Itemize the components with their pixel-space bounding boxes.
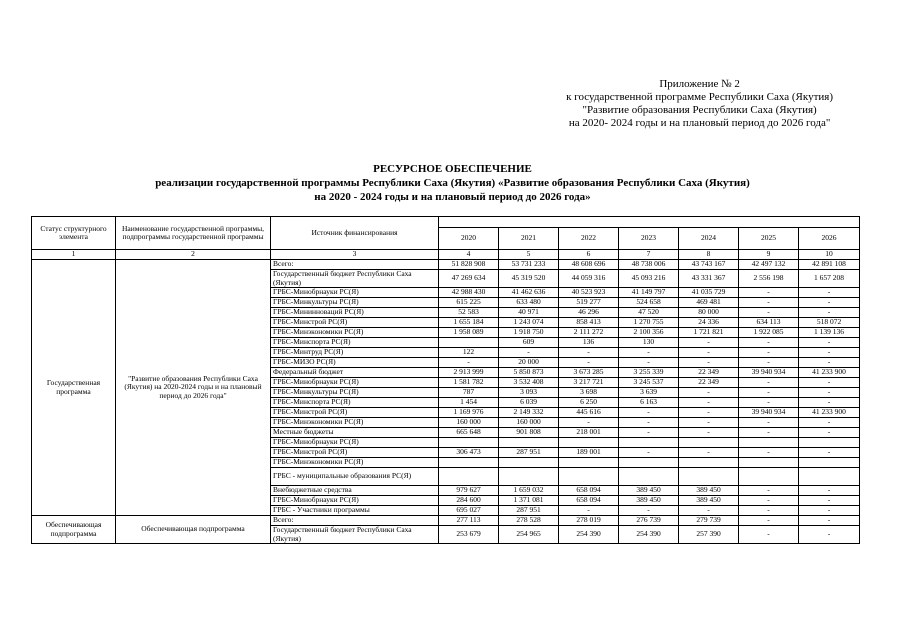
value-cell: 469 481: [679, 298, 739, 308]
value-cell: -: [439, 358, 499, 368]
value-cell: 48 608 696: [559, 260, 619, 270]
value-cell: [679, 468, 739, 486]
appendix-header: [566, 78, 833, 130]
value-cell: 2 100 356: [619, 328, 679, 338]
value-cell: 901 808: [499, 428, 559, 438]
value-cell: -: [799, 308, 860, 318]
value-cell: -: [739, 288, 799, 298]
value-cell: 3 217 721: [559, 378, 619, 388]
value-cell: 519 277: [559, 298, 619, 308]
value-cell: 1 659 032: [499, 486, 559, 496]
value-cell: -: [619, 506, 679, 516]
value-cell: 658 094: [559, 496, 619, 506]
value-cell: -: [799, 516, 860, 526]
value-cell: 1 721 821: [679, 328, 739, 338]
value-cell: 6 039: [499, 398, 559, 408]
index-cell: 4: [439, 250, 499, 260]
value-cell: -: [679, 338, 739, 348]
value-cell: 278 019: [559, 516, 619, 526]
index-row: [32, 250, 860, 260]
value-cell: -: [799, 428, 860, 438]
value-cell: 306 473: [439, 448, 499, 458]
value-cell: 45 093 216: [619, 270, 679, 288]
value-cell: 2 913 999: [439, 368, 499, 378]
value-cell: 41 035 729: [679, 288, 739, 298]
value-cell: 3 673 285: [559, 368, 619, 378]
value-cell: -: [739, 486, 799, 496]
value-cell: 47 520: [619, 308, 679, 318]
header-year: 2023: [619, 228, 679, 250]
value-cell: 284 600: [439, 496, 499, 506]
header-year: 2024: [679, 228, 739, 250]
value-cell: 979 627: [439, 486, 499, 496]
value-cell: -: [799, 348, 860, 358]
header-year: 2025: [739, 228, 799, 250]
value-cell: 39 940 934: [739, 408, 799, 418]
value-cell: [499, 438, 559, 448]
value-cell: -: [679, 398, 739, 408]
value-cell: 3 245 537: [619, 378, 679, 388]
value-cell: 160 000: [499, 418, 559, 428]
value-cell: -: [679, 348, 739, 358]
value-cell: 276 739: [619, 516, 679, 526]
source-cell: Всего:: [271, 260, 439, 270]
value-cell: 22 349: [679, 378, 739, 388]
value-cell: 122: [439, 348, 499, 358]
value-cell: -: [739, 448, 799, 458]
value-cell: 45 319 520: [499, 270, 559, 288]
value-cell: 1 371 081: [499, 496, 559, 506]
value-cell: 80 000: [679, 308, 739, 318]
value-cell: 6 250: [559, 398, 619, 408]
value-cell: 40 523 923: [559, 288, 619, 298]
value-cell: -: [739, 496, 799, 506]
value-cell: [559, 458, 619, 468]
value-cell: 695 027: [439, 506, 499, 516]
value-cell: 218 001: [559, 428, 619, 438]
value-cell: [499, 458, 559, 468]
source-cell: Федеральный бюджет: [271, 368, 439, 378]
value-cell: [439, 338, 499, 348]
index-cell: 6: [559, 250, 619, 260]
value-cell: -: [679, 448, 739, 458]
source-cell: ГРБС-Минэкономики РС(Я): [271, 328, 439, 338]
header-year: 2021: [499, 228, 559, 250]
value-cell: [619, 458, 679, 468]
value-cell: -: [619, 408, 679, 418]
source-cell: ГРБС - муниципальные образования РС(Я): [271, 468, 439, 486]
value-cell: 858 413: [559, 318, 619, 328]
source-cell: ГРБС-Минэкономики РС(Я): [271, 458, 439, 468]
value-cell: 3 532 408: [499, 378, 559, 388]
value-cell: 5 850 873: [499, 368, 559, 378]
value-cell: 2 111 272: [559, 328, 619, 338]
value-cell: 22 349: [679, 368, 739, 378]
value-cell: 46 296: [559, 308, 619, 318]
value-cell: 44 059 316: [559, 270, 619, 288]
value-cell: -: [619, 348, 679, 358]
value-cell: 279 739: [679, 516, 739, 526]
value-cell: 42 497 132: [739, 260, 799, 270]
value-cell: 2 556 198: [739, 270, 799, 288]
program-name-cell: Обеспечивающая подпрограмма: [116, 516, 271, 544]
value-cell: 1 922 085: [739, 328, 799, 338]
header-status: Статус структурного элемента: [32, 217, 116, 250]
status-cell: Обеспечивающая подпрограмма: [32, 516, 116, 544]
value-cell: -: [619, 428, 679, 438]
source-cell: ГРБС-Минспорта РС(Я): [271, 338, 439, 348]
value-cell: 658 094: [559, 486, 619, 496]
value-cell: -: [739, 418, 799, 428]
value-cell: 634 113: [739, 318, 799, 328]
value-cell: [559, 438, 619, 448]
value-cell: -: [559, 418, 619, 428]
value-cell: 1 657 208: [799, 270, 860, 288]
value-cell: 287 951: [499, 506, 559, 516]
value-cell: [619, 468, 679, 486]
value-cell: 1 243 074: [499, 318, 559, 328]
value-cell: 278 528: [499, 516, 559, 526]
value-cell: -: [799, 398, 860, 408]
value-cell: 524 658: [619, 298, 679, 308]
value-cell: 20 000: [499, 358, 559, 368]
value-cell: 253 679: [439, 526, 499, 544]
value-cell: -: [499, 348, 559, 358]
value-cell: -: [739, 388, 799, 398]
value-cell: 287 951: [499, 448, 559, 458]
appendix-line: на 2020- 2024 годы и на плановый период до 2026 года": [568, 117, 831, 129]
value-cell: 51 828 908: [439, 260, 499, 270]
index-cell: 3: [271, 250, 439, 260]
table-row: [32, 516, 860, 526]
value-cell: [799, 438, 860, 448]
value-cell: 389 450: [619, 496, 679, 506]
source-cell: ГРБС-Минобрнауки РС(Я): [271, 438, 439, 448]
value-cell: 254 390: [559, 526, 619, 544]
value-cell: -: [739, 398, 799, 408]
value-cell: -: [799, 378, 860, 388]
value-cell: 43 743 167: [679, 260, 739, 270]
value-cell: 389 450: [619, 486, 679, 496]
value-cell: -: [799, 526, 860, 544]
value-cell: -: [559, 348, 619, 358]
value-cell: -: [739, 338, 799, 348]
value-cell: 254 390: [619, 526, 679, 544]
value-cell: [439, 458, 499, 468]
value-cell: [799, 468, 860, 486]
appendix-line: "Развитие образования Республики Саха (Якутия): [582, 104, 817, 116]
value-cell: [679, 438, 739, 448]
value-cell: -: [559, 506, 619, 516]
source-cell: ГРБС-Минстрой РС(Я): [271, 448, 439, 458]
value-cell: -: [739, 506, 799, 516]
value-cell: -: [739, 516, 799, 526]
value-cell: 633 480: [499, 298, 559, 308]
value-cell: -: [739, 378, 799, 388]
source-cell: Местные бюджеты: [271, 428, 439, 438]
value-cell: 53 731 233: [499, 260, 559, 270]
value-cell: -: [679, 408, 739, 418]
source-cell: ГРБС-Минстрой РС(Я): [271, 318, 439, 328]
value-cell: 1 270 755: [619, 318, 679, 328]
index-cell: 5: [499, 250, 559, 260]
title-line: реализации государственной программы Республики Саха (Якутия) «Развитие образования Республики Саха (Якутия): [155, 177, 750, 189]
value-cell: 6 163: [619, 398, 679, 408]
header-year: 2026: [799, 228, 860, 250]
value-cell: [679, 458, 739, 468]
source-cell: Государственный бюджет Республики Саха (Якутия): [271, 270, 439, 288]
value-cell: -: [619, 358, 679, 368]
value-cell: 518 072: [799, 318, 860, 328]
value-cell: 445 616: [559, 408, 619, 418]
appendix-line: к государственной программе Республики Саха (Якутия): [566, 91, 833, 103]
header-year: 2020: [439, 228, 499, 250]
resource-table: [31, 216, 860, 544]
value-cell: [619, 438, 679, 448]
source-cell: ГРБС-Mининноваций РС(Я): [271, 308, 439, 318]
value-cell: -: [619, 418, 679, 428]
header-year: 2022: [559, 228, 619, 250]
value-cell: -: [799, 496, 860, 506]
value-cell: 3 093: [499, 388, 559, 398]
value-cell: 47 269 634: [439, 270, 499, 288]
value-cell: 42 891 108: [799, 260, 860, 270]
value-cell: [499, 468, 559, 486]
index-cell: 2: [116, 250, 271, 260]
table-row: [32, 260, 860, 270]
value-cell: 389 450: [679, 486, 739, 496]
value-cell: -: [739, 358, 799, 368]
source-cell: ГРБС-Минкультуры РС(Я): [271, 298, 439, 308]
value-cell: 2 149 332: [499, 408, 559, 418]
value-cell: 41 462 636: [499, 288, 559, 298]
value-cell: -: [799, 486, 860, 496]
value-cell: -: [799, 506, 860, 516]
program-name-cell: "Развитие образования Республики Саха (Якутия) на 2020-2024 годы и на плановый период до 2026 года": [116, 260, 271, 516]
value-cell: [439, 438, 499, 448]
value-cell: 41 233 900: [799, 368, 860, 378]
value-cell: 1 581 782: [439, 378, 499, 388]
source-cell: ГРБС-Минобрнауки РС(Я): [271, 378, 439, 388]
value-cell: 1 655 184: [439, 318, 499, 328]
value-cell: 615 225: [439, 298, 499, 308]
value-cell: -: [799, 298, 860, 308]
value-cell: 1 169 976: [439, 408, 499, 418]
source-cell: Государственный бюджет Республики Саха (Якутия): [271, 526, 439, 544]
value-cell: -: [679, 388, 739, 398]
value-cell: 609: [499, 338, 559, 348]
value-cell: 39 940 934: [739, 368, 799, 378]
value-cell: 43 331 367: [679, 270, 739, 288]
value-cell: -: [739, 298, 799, 308]
source-cell: ГРБС-Минтруд РС(Я): [271, 348, 439, 358]
value-cell: -: [799, 388, 860, 398]
appendix-line: Приложение № 2: [659, 78, 740, 90]
source-cell: ГРБС - Участники программы: [271, 506, 439, 516]
value-cell: -: [619, 448, 679, 458]
header-name: Наименование государственной программы, подпрограммы государственной программы: [116, 217, 271, 250]
value-cell: -: [739, 428, 799, 438]
value-cell: -: [799, 288, 860, 298]
value-cell: [559, 468, 619, 486]
value-cell: 1 918 750: [499, 328, 559, 338]
value-cell: 42 988 430: [439, 288, 499, 298]
value-cell: [799, 458, 860, 468]
source-cell: ГРБС-Минспорта РС(Я): [271, 398, 439, 408]
header-source: Источник финансирования: [271, 217, 439, 250]
value-cell: [739, 468, 799, 486]
index-cell: 7: [619, 250, 679, 260]
value-cell: 40 971: [499, 308, 559, 318]
value-cell: 130: [619, 338, 679, 348]
value-cell: -: [679, 358, 739, 368]
value-cell: 254 965: [499, 526, 559, 544]
table-body: [32, 260, 860, 544]
value-cell: 665 648: [439, 428, 499, 438]
source-cell: ГРБС-Минкультуры РС(Я): [271, 388, 439, 398]
value-cell: 787: [439, 388, 499, 398]
value-cell: 3 698: [559, 388, 619, 398]
source-cell: ГРБС-Минобрнауки РС(Я): [271, 288, 439, 298]
title-line: РЕСУРСНОЕ ОБЕСПЕЧЕНИЕ: [373, 163, 532, 175]
value-cell: [739, 458, 799, 468]
value-cell: -: [799, 338, 860, 348]
value-cell: 160 000: [439, 418, 499, 428]
value-cell: -: [799, 448, 860, 458]
index-cell: 1: [32, 250, 116, 260]
value-cell: 257 390: [679, 526, 739, 544]
value-cell: 41 233 900: [799, 408, 860, 418]
value-cell: 1 139 136: [799, 328, 860, 338]
header-years-group: [439, 217, 860, 228]
source-cell: ГРБС-Минобрнауки РС(Я): [271, 496, 439, 506]
document-title: [0, 162, 905, 204]
value-cell: 277 113: [439, 516, 499, 526]
value-cell: -: [679, 428, 739, 438]
value-cell: 189 001: [559, 448, 619, 458]
index-cell: 9: [739, 250, 799, 260]
value-cell: -: [739, 308, 799, 318]
value-cell: 3 639: [619, 388, 679, 398]
value-cell: 1 454: [439, 398, 499, 408]
index-cell: 8: [679, 250, 739, 260]
value-cell: 389 450: [679, 496, 739, 506]
source-cell: Внебюджетные средства: [271, 486, 439, 496]
value-cell: -: [799, 418, 860, 428]
value-cell: 48 738 006: [619, 260, 679, 270]
value-cell: -: [799, 358, 860, 368]
source-cell: ГРБС-МИЗО РС(Я): [271, 358, 439, 368]
title-line: на 2020 - 2024 годы и на плановый период до 2026 года»: [314, 191, 591, 203]
source-cell: Всего:: [271, 516, 439, 526]
source-cell: ГРБС-Минэкономики РС(Я): [271, 418, 439, 428]
value-cell: [739, 438, 799, 448]
source-cell: ГРБС-Минстрой РС(Я): [271, 408, 439, 418]
value-cell: 24 336: [679, 318, 739, 328]
value-cell: -: [679, 506, 739, 516]
value-cell: -: [559, 358, 619, 368]
value-cell: -: [679, 418, 739, 428]
value-cell: 1 958 089: [439, 328, 499, 338]
index-cell: 10: [799, 250, 860, 260]
value-cell: 52 583: [439, 308, 499, 318]
status-cell: Государственная программа: [32, 260, 116, 516]
value-cell: 3 255 339: [619, 368, 679, 378]
value-cell: -: [739, 348, 799, 358]
value-cell: [439, 468, 499, 486]
value-cell: 136: [559, 338, 619, 348]
value-cell: -: [739, 526, 799, 544]
value-cell: 41 149 797: [619, 288, 679, 298]
